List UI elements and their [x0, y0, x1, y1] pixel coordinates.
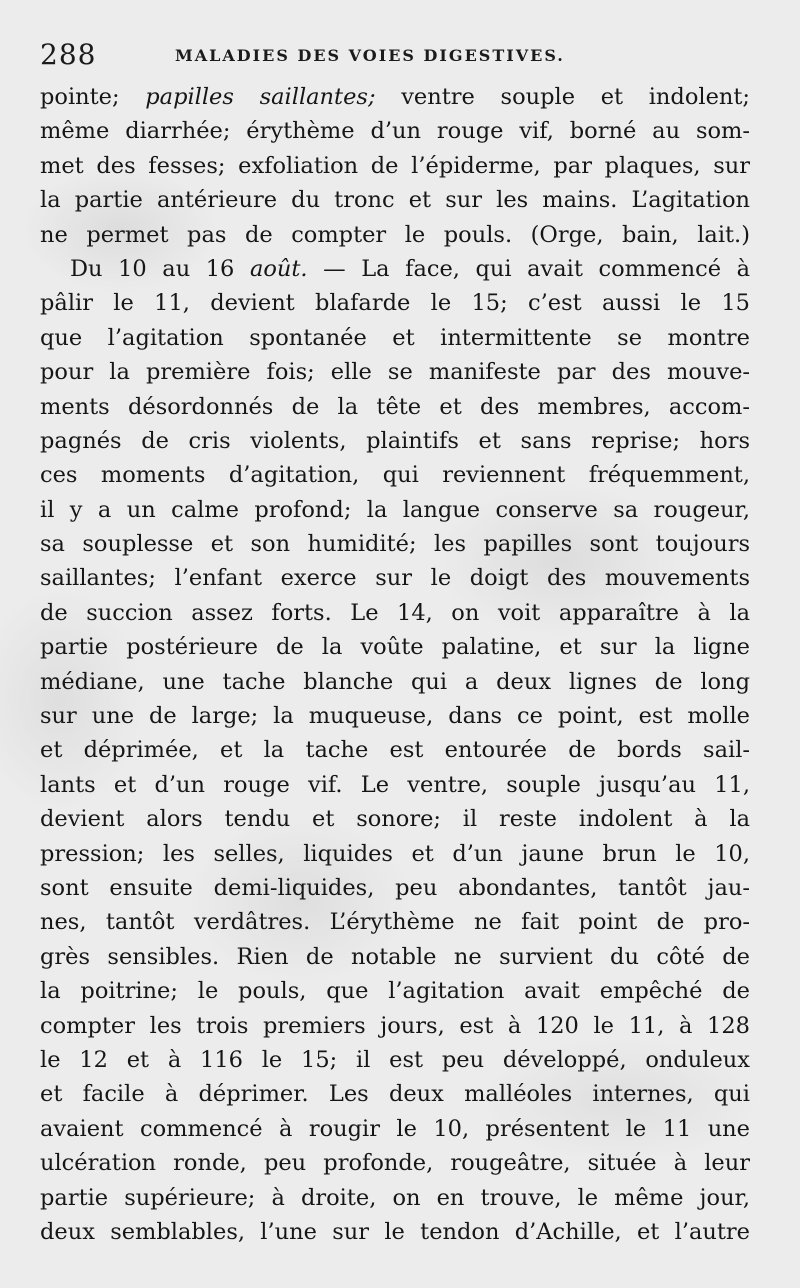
text-run: — La face, qui avait commencé à [307, 255, 750, 282]
text-run: lants et d’un rouge vif. Le ventre, souple jusqu’au 11, [40, 771, 750, 798]
text-run: ne permet pas de compter le pouls. (Orge, bain, lait.) [40, 221, 750, 248]
italic-run: août. [249, 255, 308, 282]
text-line [40, 596, 750, 630]
text-line [40, 665, 750, 699]
text-run: la partie antérieure du tronc et sur les mains. L’agitation [40, 187, 750, 214]
text-run: pression; les selles, liquides et d’un jaune brun le 10, [40, 840, 750, 867]
text-line [40, 218, 750, 252]
text-line [40, 1112, 750, 1146]
text-run: de succion assez forts. Le 14, on voit apparaître à la [40, 599, 750, 626]
text-line [40, 802, 750, 836]
text-line [40, 1181, 750, 1215]
text-line [40, 561, 750, 595]
text-line [40, 1009, 750, 1043]
text-line [40, 80, 750, 114]
text-run: pagnés de cris violents, plaintifs et sans reprise; hors [40, 427, 750, 454]
text-run: médiane, une tache blanche qui a deux lignes de long [40, 668, 750, 695]
text-line [40, 1215, 750, 1249]
text-run: saillantes; l’enfant exerce sur le doigt des mouvements [40, 565, 750, 592]
text-run: devient alors tendu et sonore; il reste indolent à la [40, 806, 750, 833]
text-run: il y a un calme profond; la langue conserve sa rougeur, [40, 496, 750, 523]
text-run: ventre souple et indolent; [375, 84, 750, 110]
text-line [40, 390, 750, 424]
text-run: pour la première fois; elle se manifeste par des mouve- [40, 359, 750, 386]
text-line [40, 1146, 750, 1180]
text-run: partie supérieure; à droite, on en trouve, le même jour, [40, 1184, 750, 1211]
text-run: ments désordonnés de la tête et des membres, accom- [40, 393, 750, 420]
text-run: pâlir le 11, devient blafarde le 15; c’est aussi le 15 [40, 290, 750, 317]
text-line [40, 252, 750, 286]
text-run: la poitrine; le pouls, que l’agitation avait empêché de [40, 978, 750, 1005]
text-line [40, 321, 750, 355]
text-line [40, 183, 750, 217]
text-line [40, 493, 750, 527]
body-text [40, 80, 750, 1249]
text-line [40, 905, 750, 939]
text-line [40, 733, 750, 767]
text-line [40, 837, 750, 871]
text-line [40, 286, 750, 320]
text-run: met des fesses; exfoliation de l’épiderme, par plaques, sur [40, 152, 750, 179]
text-run: avaient commencé à rougir le 10, présentent le 11 une [40, 1115, 750, 1142]
text-line [40, 630, 750, 664]
italic-run: papilles saillantes; [145, 84, 376, 110]
text-line [40, 1077, 750, 1111]
page-header [40, 38, 760, 74]
text-run: ulcération ronde, peu profonde, rougeâtre, située à leur [40, 1150, 750, 1177]
text-run: ces moments d’agitation, qui reviennent fréquemment, [40, 462, 750, 489]
text-run: le 12 et à 116 le 15; il est peu développé, onduleux [40, 1046, 750, 1073]
text-line [40, 768, 750, 802]
running-head: MALADIES DES VOIES DIGESTIVES. [175, 46, 565, 65]
text-run: sa souplesse et son humidité; les papilles sont toujours [40, 531, 750, 558]
text-run: Du 10 au 16 [70, 255, 250, 282]
text-line [40, 1043, 750, 1077]
text-run: sont ensuite demi-liquides, peu abondantes, tantôt jau- [40, 874, 750, 901]
text-run: et facile à déprimer. Les deux malléoles internes, qui [40, 1081, 750, 1108]
text-run: pointe; [40, 84, 146, 110]
text-line [40, 424, 750, 458]
text-line [40, 940, 750, 974]
text-run: sur une de large; la muqueuse, dans ce point, est molle [40, 703, 750, 730]
text-line [40, 699, 750, 733]
text-line [40, 458, 750, 492]
text-line [40, 974, 750, 1008]
text-line [40, 355, 750, 389]
page-number: 288 [40, 38, 97, 71]
text-line [40, 114, 750, 148]
text-run: que l’agitation spontanée et intermittente se montre [40, 324, 750, 351]
text-line [40, 149, 750, 183]
text-run: grès sensibles. Rien de notable ne survient du côté de [40, 943, 750, 970]
text-run: même diarrhée; érythème d’un rouge vif, borné au som- [40, 118, 750, 145]
text-line [40, 527, 750, 561]
text-run: nes, tantôt verdâtres. L’érythème ne fait point de pro- [40, 909, 750, 936]
text-run: partie postérieure de la voûte palatine, et sur la ligne [40, 634, 750, 661]
text-run: deux semblables, l’une sur le tendon d’Achille, et l’autre [40, 1218, 750, 1245]
text-line [40, 871, 750, 905]
text-run: compter les trois premiers jours, est à 120 le 11, à 128 [40, 1012, 750, 1039]
text-run: et déprimée, et la tache est entourée de bords sail- [40, 737, 750, 764]
